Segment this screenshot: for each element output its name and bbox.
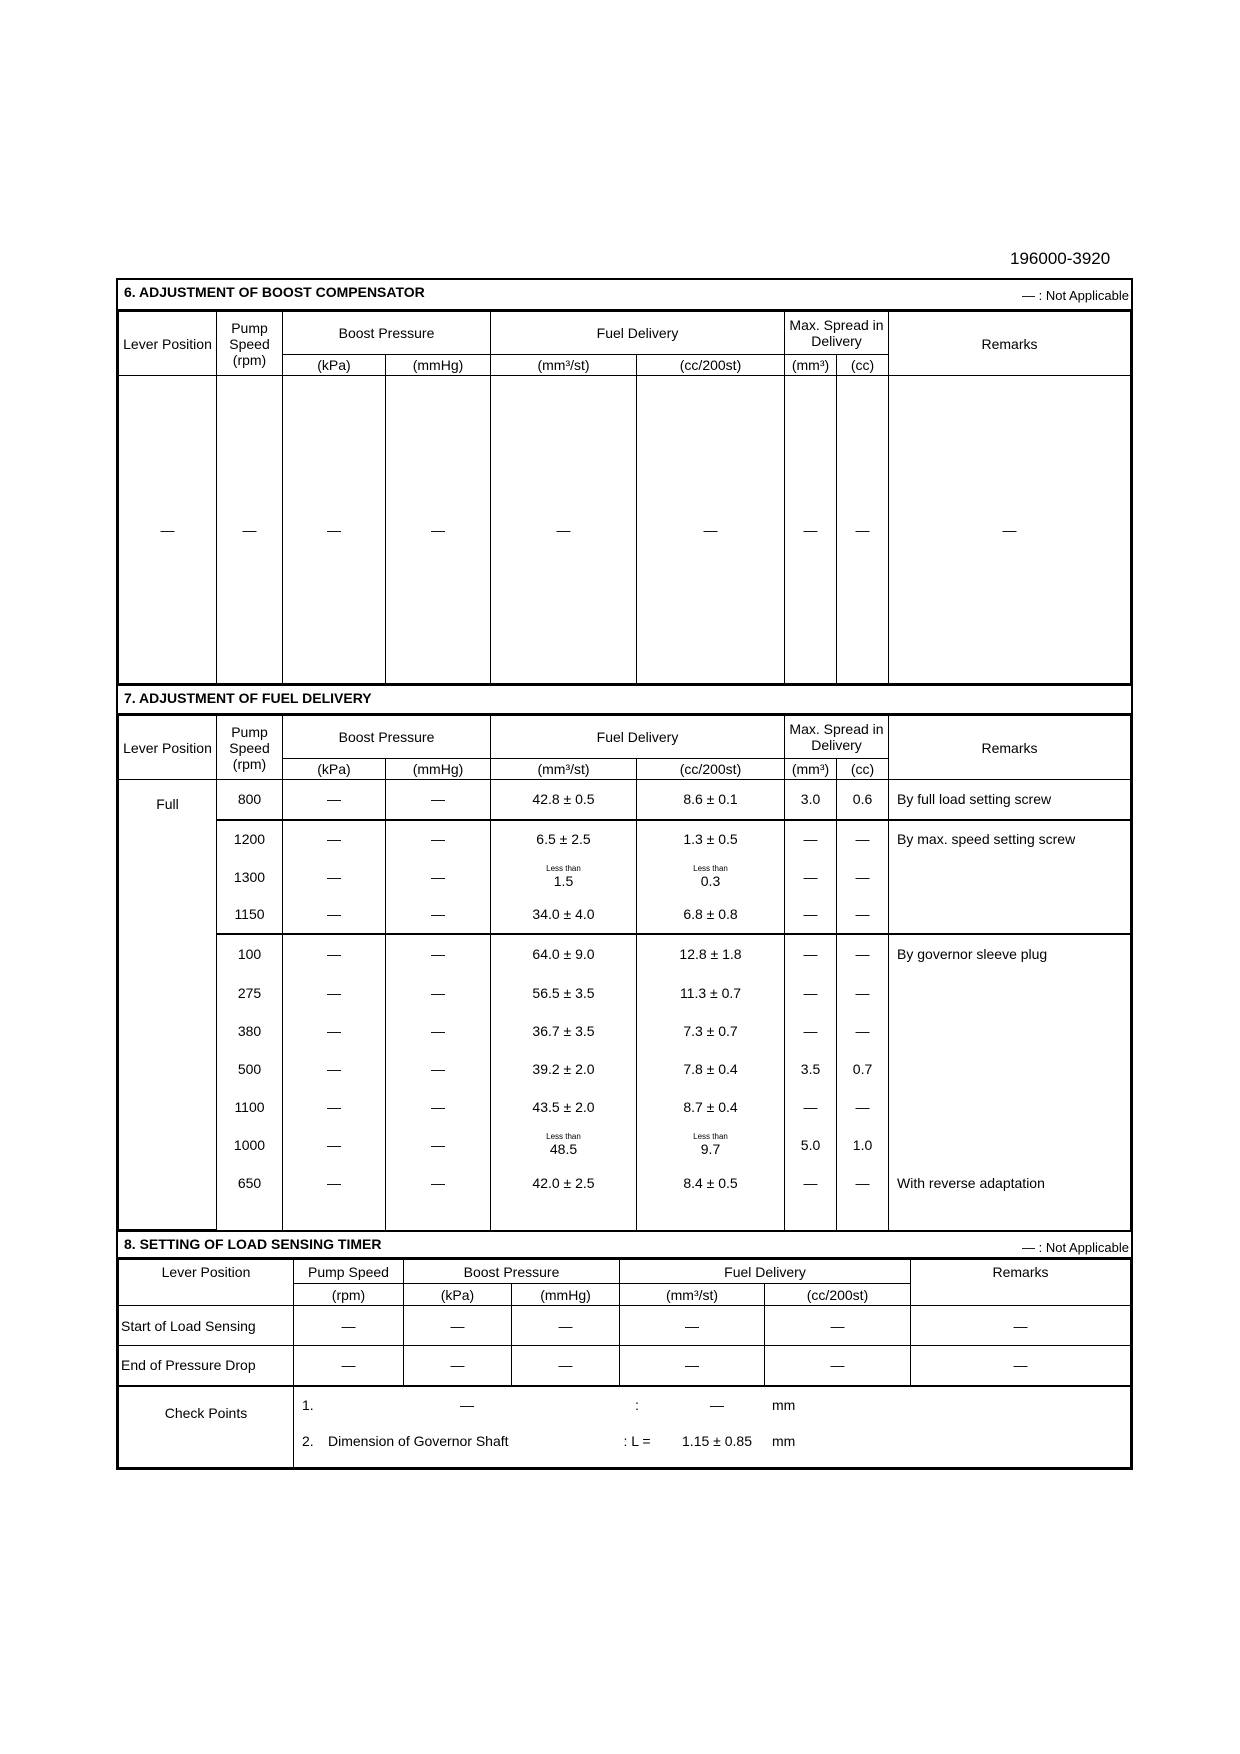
unit-mm3-st: (mm³/st) xyxy=(491,759,637,780)
cell-boost-mmhg: — xyxy=(386,820,491,858)
cell-dash: — xyxy=(294,1346,404,1386)
cell-fuel-cc: 7.3 ± 0.7 xyxy=(637,1012,785,1050)
cell-spread-mm3: — xyxy=(785,896,837,934)
section-6-heading: 6. ADJUSTMENT OF BOOST COMPENSATOR xyxy=(124,284,425,300)
unit-cc-200st: (cc/200st) xyxy=(637,355,785,376)
cell-spread-mm3: — xyxy=(785,1164,837,1202)
cell-boost-kpa: — xyxy=(283,1164,386,1202)
cell-dash: — xyxy=(512,1346,620,1386)
table-row xyxy=(119,858,1131,896)
cell-fuel-mm3 xyxy=(491,858,637,896)
cp1-item: — xyxy=(460,1396,474,1413)
cell-boost-kpa: — xyxy=(283,820,386,858)
section-7-title xyxy=(118,684,1131,715)
cell-spread-cc: — xyxy=(837,896,889,934)
cell-fuel-mm3: 64.0 ± 9.0 xyxy=(491,934,637,974)
cell-spread-mm3: 5.0 xyxy=(785,1126,837,1164)
table-row xyxy=(119,1050,1131,1088)
cell-boost-kpa: — xyxy=(283,858,386,896)
cell-dash: — xyxy=(404,1346,512,1386)
section-7-heading: 7. ADJUSTMENT OF FUEL DELIVERY xyxy=(124,690,372,706)
cell-boost-mmhg: — xyxy=(386,1164,491,1202)
check-points-list xyxy=(294,1386,1131,1468)
table-row xyxy=(119,376,1131,684)
header-remarks: Remarks xyxy=(911,1260,1131,1306)
cp1-value: — xyxy=(710,1396,724,1413)
cp1-colon: : xyxy=(635,1396,639,1413)
cell-spread-cc: — xyxy=(837,820,889,858)
cell-dash: — xyxy=(837,376,889,684)
not-applicable-note: — : Not Applicable xyxy=(1022,1240,1129,1255)
cell-dash: — xyxy=(386,376,491,684)
cell-spread-cc: — xyxy=(837,858,889,896)
check-points-table xyxy=(294,1387,1130,1459)
cell-dash: — xyxy=(491,376,637,684)
unit-kpa: (kPa) xyxy=(404,1284,512,1306)
header-boost-pressure: Boost Pressure xyxy=(404,1260,620,1284)
cell-spread-mm3: — xyxy=(785,858,837,896)
cell-dash: — xyxy=(911,1306,1131,1346)
cell-dash: — xyxy=(785,376,837,684)
cell-remarks xyxy=(889,1088,1131,1126)
cell-fuel-mm3: 34.0 ± 4.0 xyxy=(491,896,637,934)
unit-cc-200st: (cc/200st) xyxy=(637,759,785,780)
not-applicable-note: — : Not Applicable xyxy=(1022,288,1129,303)
cell-dash: — xyxy=(911,1346,1131,1386)
unit-mmhg: (mmHg) xyxy=(386,355,491,376)
header-fuel-delivery: Fuel Delivery xyxy=(620,1260,911,1284)
cell-spread-cc: 0.6 xyxy=(837,780,889,820)
unit-mmhg: (mmHg) xyxy=(386,759,491,780)
row-end-pressure-drop: End of Pressure Drop xyxy=(119,1346,294,1386)
header-max-spread: Max. Spread in Delivery xyxy=(785,716,889,759)
cell-fuel-cc: 7.8 ± 0.4 xyxy=(637,1050,785,1088)
table-row xyxy=(119,1164,1131,1202)
header-max-spread: Max. Spread in Delivery xyxy=(785,312,889,355)
table-row-spacer xyxy=(119,1202,1131,1230)
cell-dash: — xyxy=(283,376,386,684)
cell-spread-mm3: — xyxy=(785,1012,837,1050)
cell-fuel-cc xyxy=(637,1126,785,1164)
cell-speed: 380 xyxy=(217,1012,283,1050)
cp2-eq: : L = xyxy=(623,1432,651,1449)
less-than-value: 0.3 xyxy=(700,872,721,889)
cell-fuel-mm3: 36.7 ± 3.5 xyxy=(491,1012,637,1050)
less-than-value: 1.5 xyxy=(553,872,574,889)
section-8-title xyxy=(118,1230,1131,1259)
cp2-value: 1.15 ± 0.85 xyxy=(682,1432,752,1449)
table-row xyxy=(119,1306,1131,1346)
cell-fuel-cc xyxy=(637,858,785,896)
cell-boost-kpa: — xyxy=(283,934,386,974)
cell-fuel-cc: 8.7 ± 0.4 xyxy=(637,1088,785,1126)
cell-remarks xyxy=(889,858,1131,896)
cell-fuel-cc: 6.8 ± 0.8 xyxy=(637,896,785,934)
cell-spread-cc: — xyxy=(837,1164,889,1202)
cell-fuel-mm3: 43.5 ± 2.0 xyxy=(491,1088,637,1126)
unit-kpa: (kPa) xyxy=(283,759,386,780)
section-6-title xyxy=(118,280,1131,311)
header-lever-position: Lever Position xyxy=(119,1260,294,1306)
unit-mmhg: (mmHg) xyxy=(512,1284,620,1306)
cell-speed: 1000 xyxy=(217,1126,283,1164)
row-start-load-sensing: Start of Load Sensing xyxy=(119,1306,294,1346)
check-points-label: Check Points xyxy=(119,1386,294,1468)
cell-speed: 1100 xyxy=(217,1088,283,1126)
cell-boost-kpa: — xyxy=(283,1126,386,1164)
cell-boost-mmhg: — xyxy=(386,858,491,896)
header-boost-pressure: Boost Pressure xyxy=(283,716,491,759)
cell-fuel-cc: 11.3 ± 0.7 xyxy=(637,974,785,1012)
table-row xyxy=(119,780,1131,820)
boost-compensator-table xyxy=(118,311,1131,684)
cell-spread-cc: 0.7 xyxy=(837,1050,889,1088)
cell-dash: — xyxy=(765,1306,911,1346)
cell-speed: 1300 xyxy=(217,858,283,896)
cp2-number: 2. xyxy=(302,1432,314,1449)
cell-fuel-cc: 8.6 ± 0.1 xyxy=(637,780,785,820)
cell-fuel-mm3: 39.2 ± 2.0 xyxy=(491,1050,637,1088)
cell-spread-cc: 1.0 xyxy=(837,1126,889,1164)
cell-boost-mmhg: — xyxy=(386,934,491,974)
table-row xyxy=(119,1088,1131,1126)
spec-sheet xyxy=(116,278,1133,1470)
cp1-number: 1. xyxy=(302,1396,314,1413)
cell-fuel-mm3 xyxy=(491,1126,637,1164)
unit-cc: (cc) xyxy=(837,355,889,376)
unit-rpm: (rpm) xyxy=(294,1284,404,1306)
cell-boost-mmhg: — xyxy=(386,974,491,1012)
header-remarks: Remarks xyxy=(889,312,1131,376)
header-boost-pressure: Boost Pressure xyxy=(283,312,491,355)
cell-spread-mm3: — xyxy=(785,1088,837,1126)
cell-speed: 100 xyxy=(217,934,283,974)
cell-dash: — xyxy=(620,1346,765,1386)
cell-dash: — xyxy=(889,376,1131,684)
cell-fuel-cc: 12.8 ± 1.8 xyxy=(637,934,785,974)
check-point-2 xyxy=(294,1423,1130,1459)
cell-spread-mm3: — xyxy=(785,974,837,1012)
fuel-delivery-table xyxy=(118,715,1131,1230)
header-pump-speed: Pump Speed xyxy=(294,1260,404,1284)
cell-fuel-mm3: 6.5 ± 2.5 xyxy=(491,820,637,858)
cell-remarks xyxy=(889,974,1131,1012)
header-fuel-delivery: Fuel Delivery xyxy=(491,716,785,759)
cell-boost-mmhg: — xyxy=(386,1012,491,1050)
cell-dash: — xyxy=(404,1306,512,1346)
header-pump-speed: Pump Speed (rpm) xyxy=(217,716,283,780)
table-row xyxy=(119,974,1131,1012)
cell-boost-kpa: — xyxy=(283,896,386,934)
header-pump-speed: Pump Speed (rpm) xyxy=(217,312,283,376)
table-row xyxy=(119,1126,1131,1164)
cell-dash: — xyxy=(512,1306,620,1346)
cell-remarks: By max. speed setting screw xyxy=(889,820,1131,858)
cp1-unit: mm xyxy=(772,1396,796,1413)
cell-spread-mm3: 3.0 xyxy=(785,780,837,820)
unit-mm3-st: (mm³/st) xyxy=(491,355,637,376)
cell-fuel-mm3: 56.5 ± 3.5 xyxy=(491,974,637,1012)
less-than-label: Less than xyxy=(693,1131,728,1141)
cell-spread-cc: — xyxy=(837,934,889,974)
cell-remarks: By governor sleeve plug xyxy=(889,934,1131,974)
cell-remarks xyxy=(889,896,1131,934)
unit-mm3: (mm³) xyxy=(785,355,837,376)
less-than-label: Less than xyxy=(546,863,581,873)
cell-spread-cc: — xyxy=(837,974,889,1012)
document-id: 196000-3920 xyxy=(1010,249,1111,268)
cell-boost-kpa: — xyxy=(283,974,386,1012)
cell-speed: 275 xyxy=(217,974,283,1012)
unit-cc: (cc) xyxy=(837,759,889,780)
cell-dash: — xyxy=(637,376,785,684)
cell-remarks: By full load setting screw xyxy=(889,780,1131,820)
section-8-heading: 8. SETTING OF LOAD SENSING TIMER xyxy=(124,1236,382,1252)
header-lever-position: Lever Position xyxy=(119,312,217,376)
cell-speed: 1150 xyxy=(217,896,283,934)
cell-boost-mmhg: — xyxy=(386,896,491,934)
header-fuel-delivery: Fuel Delivery xyxy=(491,312,785,355)
cell-speed: 650 xyxy=(217,1164,283,1202)
lever-position-full: Full xyxy=(119,780,217,1230)
cell-dash: — xyxy=(294,1306,404,1346)
unit-mm3: (mm³) xyxy=(785,759,837,780)
cell-boost-mmhg: — xyxy=(386,780,491,820)
cell-fuel-cc: 8.4 ± 0.5 xyxy=(637,1164,785,1202)
cell-boost-kpa: — xyxy=(283,1012,386,1050)
cell-boost-kpa: — xyxy=(283,1088,386,1126)
header-remarks: Remarks xyxy=(889,716,1131,780)
cell-boost-kpa: — xyxy=(283,1050,386,1088)
cell-boost-mmhg: — xyxy=(386,1126,491,1164)
table-row xyxy=(119,896,1131,934)
cell-speed: 1200 xyxy=(217,820,283,858)
cell-remarks: With reverse adaptation xyxy=(889,1164,1131,1202)
cell-dash: — xyxy=(119,376,217,684)
cp2-unit: mm xyxy=(772,1432,796,1449)
cell-spread-mm3: — xyxy=(785,820,837,858)
cell-spread-mm3: 3.5 xyxy=(785,1050,837,1088)
unit-cc-200st: (cc/200st) xyxy=(765,1284,911,1306)
cell-spread-cc: — xyxy=(837,1012,889,1050)
cell-spread-mm3: — xyxy=(785,934,837,974)
cell-boost-mmhg: — xyxy=(386,1050,491,1088)
cell-remarks xyxy=(889,1012,1131,1050)
unit-mm3-st: (mm³/st) xyxy=(620,1284,765,1306)
unit-kpa: (kPa) xyxy=(283,355,386,376)
cell-spread-cc: — xyxy=(837,1088,889,1126)
table-row xyxy=(119,1346,1131,1386)
cell-boost-mmhg: — xyxy=(386,1088,491,1126)
cell-dash: — xyxy=(217,376,283,684)
cell-dash: — xyxy=(620,1306,765,1346)
cell-fuel-mm3: 42.0 ± 2.5 xyxy=(491,1164,637,1202)
table-row xyxy=(119,1012,1131,1050)
header-lever-position: Lever Position xyxy=(119,716,217,780)
less-than-label: Less than xyxy=(546,1131,581,1141)
table-row xyxy=(119,934,1131,974)
table-row xyxy=(119,820,1131,858)
cell-speed: 800 xyxy=(217,780,283,820)
less-than-value: 9.7 xyxy=(700,1140,721,1157)
cell-dash: — xyxy=(765,1346,911,1386)
load-sensing-timer-table xyxy=(118,1259,1131,1468)
cp2-item: Dimension of Governor Shaft xyxy=(328,1432,509,1449)
cell-remarks xyxy=(889,1050,1131,1088)
cell-fuel-mm3: 42.8 ± 0.5 xyxy=(491,780,637,820)
less-than-value: 48.5 xyxy=(549,1140,578,1157)
check-point-1 xyxy=(294,1387,1130,1423)
cell-boost-kpa: — xyxy=(283,780,386,820)
cell-remarks xyxy=(889,1126,1131,1164)
cell-fuel-cc: 1.3 ± 0.5 xyxy=(637,820,785,858)
less-than-label: Less than xyxy=(693,863,728,873)
cell-speed: 500 xyxy=(217,1050,283,1088)
